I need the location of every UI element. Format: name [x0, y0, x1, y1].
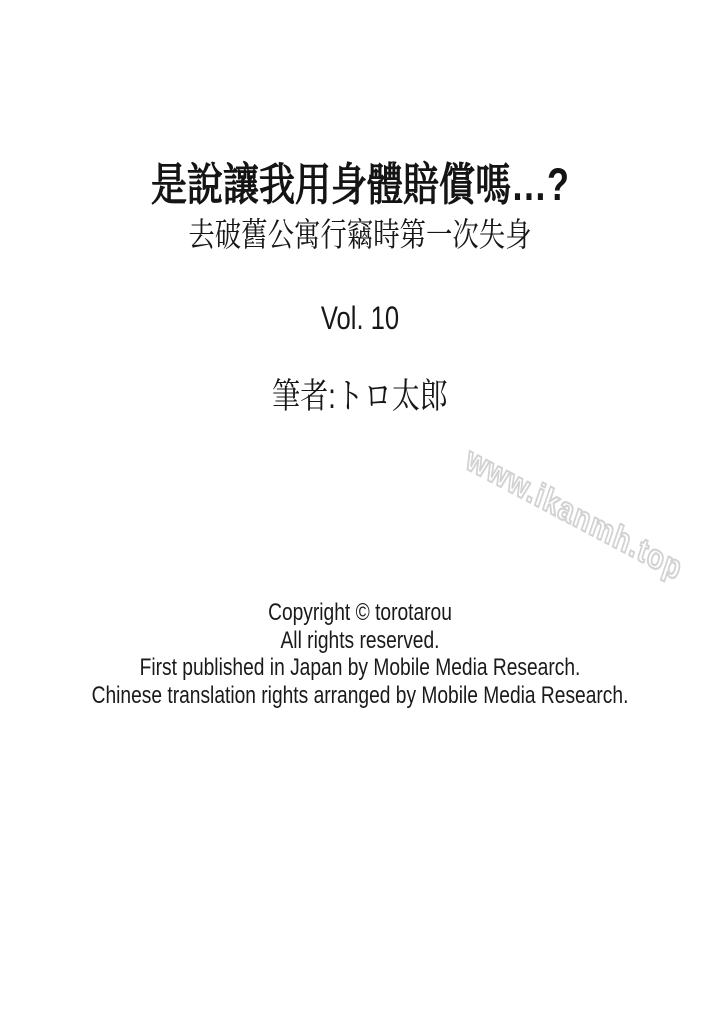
copyright-block — [0, 599, 720, 709]
volume-number: Vol. 10 — [320, 300, 400, 336]
series-subtitle: 去破舊公寓行竊時第一次失身 — [188, 216, 532, 253]
series-title: 是說讓我用身體賠償嗎…? — [151, 159, 569, 210]
copyright-line: First published in Japan by Mobile Media Research. — [139, 654, 581, 681]
author-credit: 筆者:トロ太郎 — [272, 377, 448, 416]
site-watermark: www.ikanmh.top — [461, 440, 688, 589]
copyright-line: Chinese translation rights arranged by Mobile Media Research. — [91, 681, 629, 709]
copyright-line: All rights reserved. — [280, 626, 440, 654]
copyright-line: Copyright © torotarou — [268, 599, 452, 626]
